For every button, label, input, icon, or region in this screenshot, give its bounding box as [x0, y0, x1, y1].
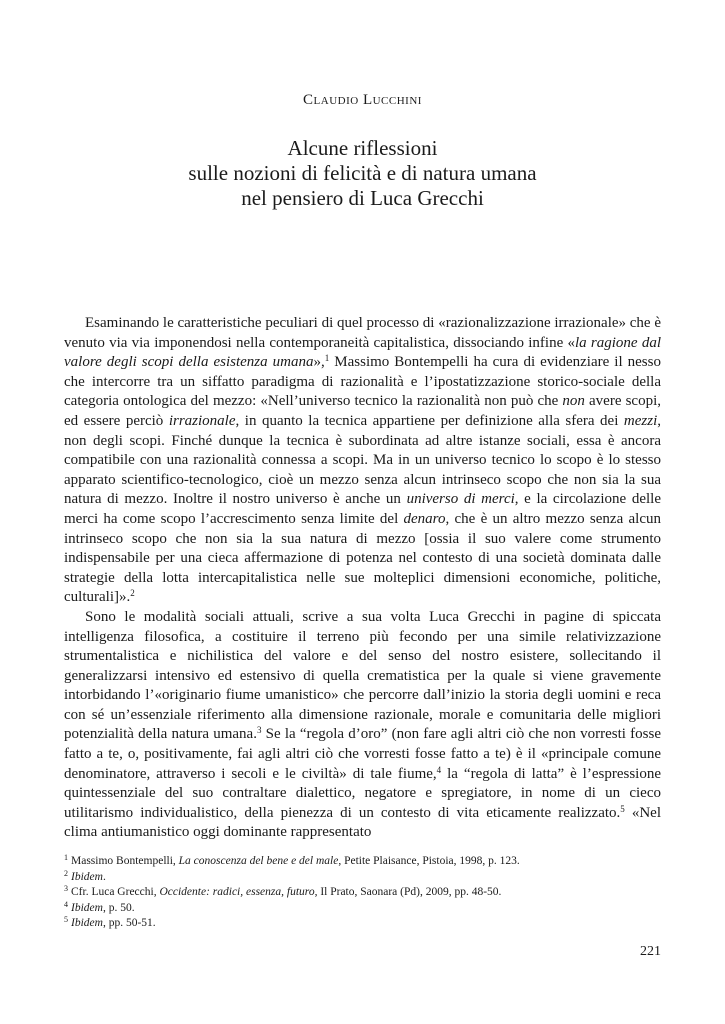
footnote-number: 3 — [64, 884, 68, 894]
footnote-ref: 1 — [324, 353, 330, 364]
text-run: », — [313, 354, 325, 371]
text-run: , pp. 50-51. — [102, 917, 156, 930]
footnote-number: 4 — [64, 899, 68, 909]
text-run: , Il Prato, Saonara (Pd), 2009, pp. 48-50. — [314, 886, 502, 899]
italic-run: non — [562, 393, 585, 410]
text-run: , p. 50. — [102, 901, 135, 914]
italic-run: mezzi — [623, 412, 658, 429]
italic-run: La conoscenza del bene e del male — [178, 855, 339, 867]
footnote — [64, 885, 661, 901]
title-line: Alcune riflessioni — [287, 136, 438, 160]
paragraph — [64, 314, 661, 608]
footnote-number: 2 — [64, 868, 68, 878]
footnotes — [64, 854, 661, 932]
italic-run: universo di merci — [406, 491, 515, 508]
footnote — [64, 870, 661, 886]
footnote-ref: 2 — [130, 588, 135, 599]
footnote-ref: 4 — [436, 764, 442, 775]
footnote — [64, 901, 661, 917]
page-number: 221 — [640, 944, 661, 959]
text-run: Se la “regola d’oro” (non fare agli altri ciò che non vorresti fosse fatto a te, o, positivamente, fai agli altri ciò che vorresti fosse fatto a te) è il «principale comune denominatore, attraverso i secoli e le civiltà» di tale fiume, — [64, 726, 661, 782]
footnote — [64, 854, 661, 870]
text-run: Massimo Bontempelli ha cura di evidenziare il nesso che intercorre tra un siffatto paradigma di razionalità e l’ipostatizzazione storico-sociale della categoria ontologica del mezzo: «Nell’universo tecnico la razionalità non può che — [64, 354, 661, 410]
footnote-number: 5 — [64, 915, 68, 925]
footnote-ref: 3 — [256, 725, 262, 736]
italic-run: denaro — [403, 510, 446, 527]
italic-run: Occidente: radici, essenza, futuro — [159, 886, 315, 899]
italic-run: la ragione dal valore degli scopi della esistenza umana — [64, 334, 661, 371]
italic-run: irrazionale — [168, 412, 236, 429]
text-run: , in quanto la tecnica appartiene per definizione alla sfera dei — [235, 412, 624, 429]
text-run: Cfr. Luca Grecchi, — [71, 886, 160, 899]
text-run: . — [102, 870, 106, 883]
author-name: Claudio Lucchini — [303, 92, 422, 108]
italic-run: Ibidem — [71, 901, 103, 914]
text-run: Esaminando le caratteristiche peculiari di quel processo di «razionalizzazione irrazionale» che è venuto via via imponendosi nella contemporaneità capitalistica, dissociando infine « — [64, 315, 661, 351]
text-run: Massimo Bontempelli, — [71, 855, 179, 867]
text-run: «Nel clima antiumanistico oggi dominante rappresentato — [64, 804, 661, 841]
footnote-number: 1 — [64, 853, 68, 862]
footnote-ref: 5 — [620, 803, 625, 814]
footnote — [64, 916, 661, 932]
italic-run: Ibidem — [71, 870, 103, 883]
article-title — [0, 136, 725, 211]
text-run: , e la circolazione delle merci ha come scopo l’accrescimento senza limite del — [64, 491, 661, 527]
text-run: , che è un altro mezzo senza alcun intrinseco scopo che non sia la sua natura di mezzo [ossia il suo valere come strumento indispensabile per una cieca affermazione di potenza nel contesto di una società dominata dalle strategie della lotta intercapitalistica nelle sue molteplici dimensioni economiche, politiche, culturali]». — [64, 510, 661, 606]
text-run: , non degli scopi. Finché dunque la tecnica è subordinata ad altre istanze sociali, essa è ancora compatibile con una razionalità connessa a scopi. Ma in un universo tecnico lo scopo è lo stesso apparato scientifico-tecnologico, cioè un mezzo senza alcun intrinseco scopo che non sia la sua natura di mezzo. Inoltre il nostro universo è anche un — [64, 412, 661, 508]
title-line: sulle nozioni di felicità e di natura umana — [188, 161, 537, 185]
article-body — [64, 314, 661, 843]
text-run: avere scopi, ed essere perciò — [64, 393, 661, 429]
text-run: Sono le modalità sociali attuali, scrive a sua volta Luca Grecchi in pagine di spiccata intelligenza filosofica, a costituire il terreno più fecondo per una simile relativizzazione strumentalistica e nichilistica del valore e del senso del nostro esistere, sollecitando il generalizzarsi intensivo ed estensivo di quella crematistica per la quale si viene gravemente intorbidando l’«originario fiume umanistico» che percorre dall’inizio la storia degli uomini e reca con sé un’essenziale riferimento alla dimensione razionale, morale e comunitaria delle migliori potenzialità della natura umana. — [64, 608, 661, 743]
paragraph — [64, 608, 661, 843]
text-run: , Petite Plaisance, Pistoia, 1998, p. 123. — [338, 855, 520, 867]
text-run: la “regola di latta” è l’espressione quintessenziale del suo contraltare dialettico, negatore e spregiatore, in nome di un cieco utilitarismo individualistico, della pienezza di un contesto di vita eticamente realizzato. — [64, 765, 661, 821]
italic-run: Ibidem — [71, 917, 103, 930]
title-line: nel pensiero di Luca Grecchi — [241, 186, 484, 210]
